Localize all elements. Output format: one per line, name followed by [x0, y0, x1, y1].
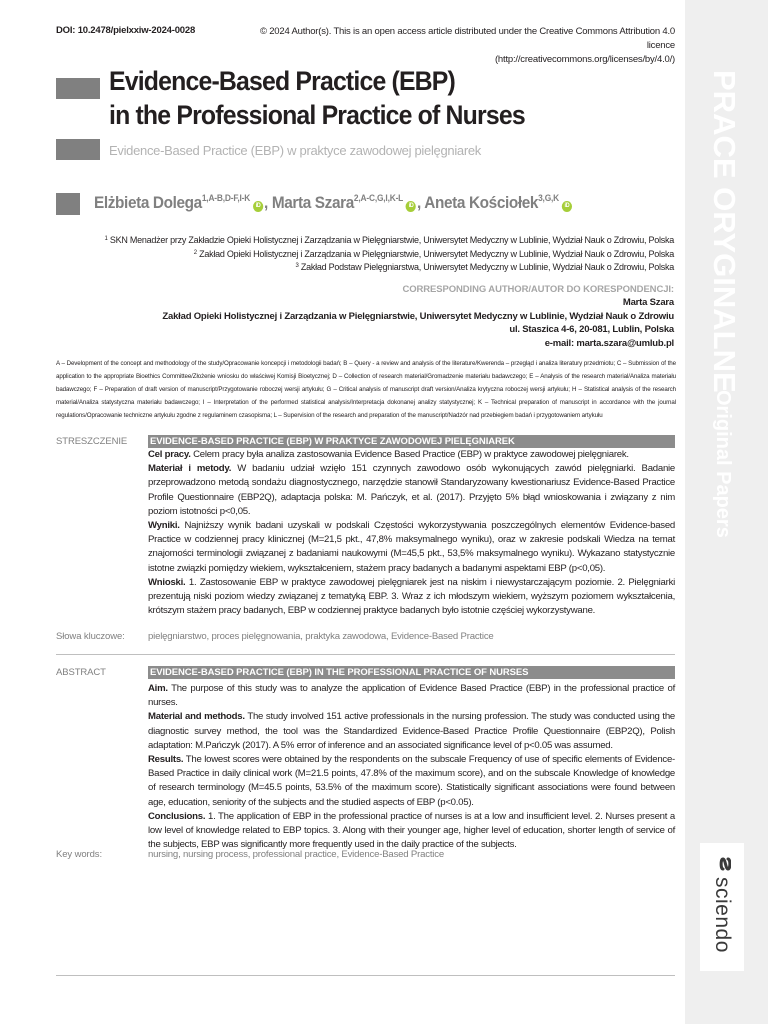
para-text: The purpose of this study was to analyze the application of Evidence Based Practice (EBP) in the professional practice of nurses.: [148, 683, 675, 709]
category-pl-vertical: [700, 70, 750, 393]
license-url[interactable]: (http://creativecommons.org/licenses/by/4.0/): [494, 54, 675, 65]
doi[interactable]: DOI: 10.2478/pielxxiw-2024-0028: [56, 25, 196, 36]
affiliation-1: [54, 233, 674, 247]
corr-name: Marta Szara: [622, 297, 674, 308]
subtitle-accent-bar: [56, 139, 100, 160]
contribution-legend: A – Development of the concept and methodology of the study/Opracowanie koncepcji i metodologii badań; B – Query - a review and analysis of the literature/Kwerenda – przegląd i analiza literatury przedmiotu; C – Submission of the application to the appropriate Bioethics Committee/Złożenie wniosku do właściwej Komisji Bioetycznej; D – Collection of research material/Gromadzenie materiału badawczego; E – Analysis of the research material/Analiza materiału badawczego; F – Preparation of draft version of manuscript/Przygotowanie roboczej wersji artykułu; G – Critical analysis of manuscript draft version/Analiza krytyczna roboczej wersji artykułu; H – Statistical analysis of the research material/Analiza statystyczna materiału badawczego; I – Interpretation of the performed statistical analysis/Interpretacja dokonanej analizy statystycznej; K – Technical preparation of manuscript in accordance with the journal regulations/Opracowanie techniczne artykułu zgodne z regulaminem czasopisma; L – Supervision of the research and preparation of the manuscript/Nadzór nad przebiegiem badań i przygotowaniem artykułu: [56, 360, 676, 419]
streszczenie-body: [148, 448, 675, 618]
affiliation-text: Zakład Opieki Holistycznej i Zarządzania w Pielęgniarstwie, Uniwersytet Medyczny w Lublinie, Wydział Nauk o Zdrowiu, Polska: [199, 248, 674, 259]
para-text: The lowest scores were obtained by the respondents on the subscale Frequency of use of specific elements of Evidence-Based Practice in daily clinical work (M=21.5 points, 47.8% of the maximum score), and on the subscale Knowledge of knowledge of research terminology (M=45.5 points, 53.5% of the maximum score). Statistically significant associations were found between age, education, seniority of the subjects and the studied aspects of EBP (p<0.05).: [148, 754, 675, 808]
author-name: Marta Szara: [271, 194, 354, 212]
category-pl-text: PRACE ORYGINALNE: [707, 70, 742, 393]
category-en-text: Original Papers: [712, 390, 734, 538]
para-text: The study involved 151 active professionals in the nursing profession. The study was conducted using the diagnostic survey method, the tool was the Standardized Evidence-Based Practice Profile Questionnaire (EBP2Q), Polish adaptation: M.Pańczyk (2017). A 5% error of inference and an associated significance level of p<0.05 was assumed.: [148, 711, 675, 751]
affiliation-num: 1: [104, 236, 108, 242]
section-divider: [56, 654, 675, 655]
para-lead: Material and methods.: [148, 711, 245, 723]
title-line-2: in the Professional Practice of Nurses: [109, 100, 525, 130]
title-accent-bar: [56, 78, 100, 99]
abstract-methods: [148, 710, 675, 753]
para-lead: Wnioski.: [148, 576, 186, 588]
keywords: nursing, nursing process, professional practice, Evidence-Based Practice: [148, 849, 444, 860]
affiliations: [54, 233, 674, 274]
title-line-1: Evidence-Based Practice (EBP): [109, 66, 455, 96]
corr-address: ul. Staszica 4-6, 20-081, Lublin, Polska: [509, 324, 674, 335]
streszczenie-methods: [148, 462, 675, 519]
author-affiliation-sup: 2,A-C,G,I,K-L: [353, 193, 404, 203]
para-text: Najniższy wynik badani uzyskali w podskali Częstości wykorzystywania poszczególnych elementów Evidence-based Practice w codziennej pracy klinicznej (M=21,5 pkt., 47,8% maksymalnego wyniku), oraz w zakresie podskali Wiedza na temat znajomości terminologii związanej z badaniami naukowymi (M=45,5 pkt., 53,5% maksymalnego wyniku). Wykazano statystycznie istotne związki pomiędzy wiekiem, wykształceniem, stażem pracy badanych a badanymi aspektami EBP (p<0,05).: [148, 520, 675, 574]
affiliation-text: SKN Menadżer przy Zakładzie Opieki Holistycznej i Zarządzania w Pielęgniarstwie, Uniwersytet Medyczny w Lublinie, Wydział Nauk o Zdrowiu, Polska: [109, 235, 674, 245]
streszczenie-label: STRESZCZENIE: [56, 436, 128, 447]
abstract-body: [148, 682, 675, 852]
author-affiliation-sup: 3,G,K: [538, 193, 560, 203]
publisher-name: sciendo: [711, 877, 734, 953]
affiliation-text: Zakład Podstaw Pielęgniarstwa, Uniwersytet Medyczny w Lublinie, Wydział Nauk o Zdrowiu, Polska: [300, 262, 674, 272]
para-lead: Results.: [148, 754, 184, 766]
corr-email[interactable]: e-mail: marta.szara@umlub.pl: [544, 337, 674, 349]
streszczenie-results: [148, 519, 675, 576]
author-3: [424, 194, 573, 212]
affiliation-3: [54, 260, 674, 274]
streszczenie-aim: [148, 448, 675, 462]
para-text: 1. Zastosowanie EBP w praktyce zawodowej pielęgniarek jest na niskim i niewystarczającym poziomie. 2. Pielęgniarki prezentują niski poziom wiedzy związanej z tematyką EBP. 3. Wraz z ich młodszym wiekiem, wyższym poziomem wykształcenia, krótszym stażem pracy badanych, EBP w codziennej praktyce badanych było istotnie częściej wykorzystywane.: [148, 576, 675, 617]
para-lead: Aim.: [148, 683, 168, 694]
abstract-results: [148, 753, 675, 810]
sciendo-logo-icon: [715, 855, 731, 873]
abstract-conclusions: [148, 810, 675, 853]
orcid-icon[interactable]: iD: [253, 201, 263, 212]
abstract-label: ABSTRACT: [56, 667, 106, 678]
orcid-icon[interactable]: iD: [406, 201, 416, 212]
slowa-kluczowe-label: Słowa kluczowe:: [56, 631, 125, 642]
para-text: 1. The application of EBP in the professional practice of nurses is at a low and insufficient level. 2. Nurses present a low level of knowledge related to EBP topics. 3. Along with their younger age, higher level of education, shorter length of service of the subjects, EBP was significantly more frequently used in the daily practice of the subjects.: [148, 810, 675, 851]
category-en-vertical: [704, 390, 744, 560]
affiliation-num: 3: [295, 263, 299, 269]
footer-rule: [56, 975, 675, 976]
keywords-label: Key words:: [56, 849, 102, 860]
para-lead: Conclusions.: [148, 810, 206, 822]
author-name: Elżbieta Dolega: [94, 194, 202, 212]
abstract-heading: EVIDENCE-BASED PRACTICE (EBP) IN THE PROFESSIONAL PRACTICE OF NURSES: [148, 666, 675, 679]
affiliation-2: [54, 247, 674, 261]
slowa-kluczowe: pielęgniarstwo, proces pielęgnowania, praktyka zawodowa, Evidence-Based Practice: [148, 631, 494, 642]
author-name: Aneta Kościołek: [424, 194, 539, 212]
para-lead: Cel pracy.: [148, 449, 191, 460]
para-text: W badaniu udział wzięło 151 czynnych zawodowo osób wykonujących zawód pielęgniarki. Badanie przeprowadzono metodą sondażu diagnostycznego, narzędzie stanowił Standaryzowany kwestionariusz Evidence-Based Practice Profile Questionnaire (EBP2Q), adaptacja polska: M. Pańczyk, et al. (2017). Przyjęto 5% błąd wnioskowania i związany z nim poziom istotności p<0,05.: [148, 463, 676, 517]
sciendo-logo[interactable]: [700, 843, 744, 971]
article-title: [109, 64, 624, 132]
correspondence-heading: CORRESPONDING AUTHOR/AUTOR DO KORESPONDENCJI:: [402, 284, 674, 295]
license-notice: [245, 25, 675, 67]
license-line-1: © 2024 Author(s). This is an open access article distributed under the Creative Commons Attribution 4.0 licence: [259, 26, 675, 51]
orcid-icon[interactable]: iD: [562, 201, 572, 212]
streszczenie-heading: EVIDENCE-BASED PRACTICE (EBP) W PRAKTYCE ZAWODOWEJ PIELĘGNIAREK: [148, 435, 675, 448]
correspondence-block: [54, 296, 674, 350]
author-separator: ,: [264, 194, 272, 212]
article-subtitle: Evidence-Based Practice (EBP) w praktyce zawodowej pielęgniarek: [109, 143, 482, 158]
para-lead: Wyniki.: [148, 520, 180, 532]
abstract-aim: [148, 682, 675, 710]
streszczenie-conclusions: [148, 576, 675, 619]
affiliation-num: 2: [193, 249, 197, 256]
para-lead: Materiał i metody.: [148, 463, 232, 475]
author-separator: ,: [417, 194, 425, 212]
corr-dept: Zakład Opieki Holistycznej i Zarządzania w Pielęgniarstwie, Uniwersytet Medyczny w Lublinie, Wydział Nauk o Zdrowiu: [162, 310, 674, 322]
author-2: [272, 194, 424, 212]
author-affiliation-sup: 1,A-B,D-F,I-K: [201, 193, 251, 203]
para-text: Celem pracy była analiza zastosowania Evidence Based Practice (EBP) w praktyce zawodowej pielęgniarek.: [190, 449, 629, 460]
author-list: [94, 193, 578, 213]
authors-accent-bar: [56, 193, 80, 215]
author-1: [94, 194, 272, 212]
